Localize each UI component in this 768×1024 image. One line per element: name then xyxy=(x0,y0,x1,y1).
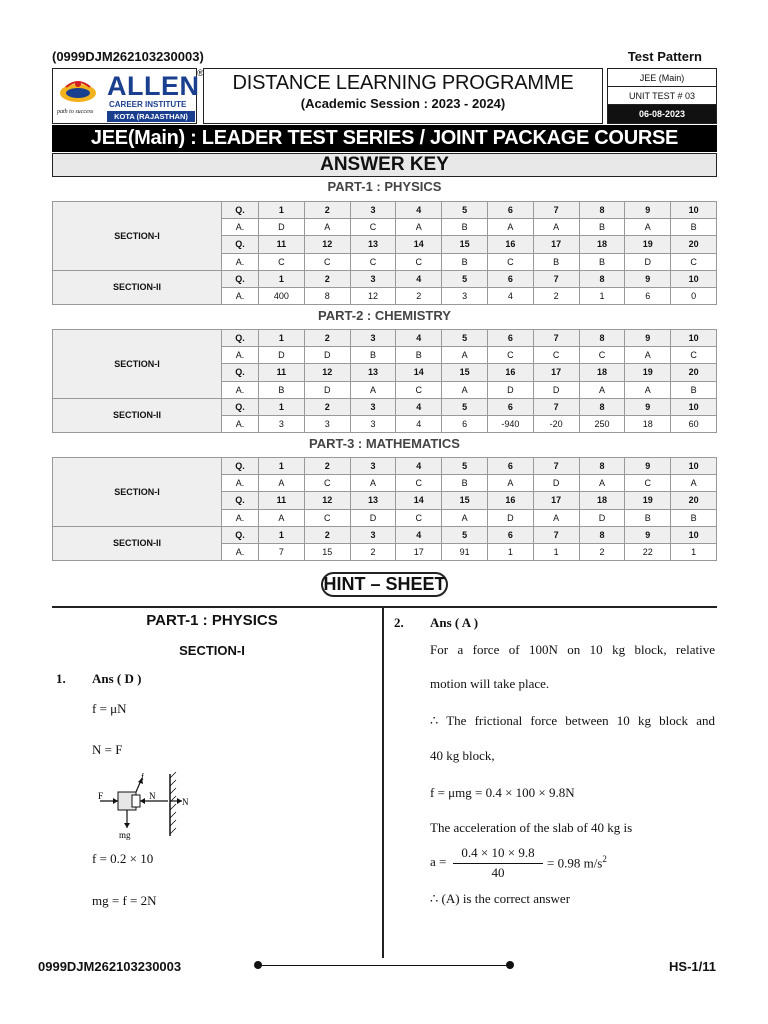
question-number-cell: 17 xyxy=(533,236,579,253)
answer-cell: 3 xyxy=(350,415,396,432)
answer-cell: 6 xyxy=(625,287,671,304)
answer-cell: A xyxy=(350,381,396,398)
q2-number: 2. xyxy=(394,615,404,630)
q2-line-7: ∴ (A) is the correct answer xyxy=(430,891,571,906)
answer-cell: C xyxy=(350,219,396,236)
answer-cell: B xyxy=(533,253,579,270)
answer-cell: C xyxy=(487,347,533,364)
answer-cell: A xyxy=(625,347,671,364)
question-number-cell: 6 xyxy=(487,458,533,475)
a-label: A. xyxy=(222,347,259,364)
answer-cell: A xyxy=(304,219,350,236)
question-number-cell: 12 xyxy=(304,236,350,253)
question-number-cell: 7 xyxy=(533,270,579,287)
q2-line-3: ∴ The frictional force between 10 kg block and xyxy=(430,713,715,728)
answer-cell: 1 xyxy=(487,543,533,560)
q-label: Q. xyxy=(222,330,259,347)
answer-cell: B xyxy=(442,253,488,270)
answer-table xyxy=(52,457,717,561)
question-number-cell: 9 xyxy=(625,526,671,543)
answer-cell: C xyxy=(396,253,442,270)
q2-line-4: 40 kg block, xyxy=(430,748,495,763)
answer-cell: D xyxy=(304,347,350,364)
question-number-cell: 15 xyxy=(442,364,488,381)
answer-cell: C xyxy=(579,347,625,364)
question-number-cell: 5 xyxy=(442,270,488,287)
answer-cell: C xyxy=(487,253,533,270)
question-number-cell: 14 xyxy=(396,492,442,509)
answer-cell: A xyxy=(350,475,396,492)
answer-cell: B xyxy=(579,253,625,270)
answer-cell: 3 xyxy=(259,415,305,432)
question-number-cell: 9 xyxy=(625,330,671,347)
question-number-cell: 9 xyxy=(625,458,671,475)
section-label: SECTION-I xyxy=(53,458,222,527)
logo-name: ALLEN xyxy=(107,71,200,101)
answer-cell: B xyxy=(671,219,717,236)
answer-cell: D xyxy=(579,509,625,526)
question-row xyxy=(53,398,717,415)
answer-cell: A xyxy=(259,509,305,526)
fraction-bar xyxy=(453,863,543,864)
question-number-cell: 20 xyxy=(671,492,717,509)
question-number-cell: 10 xyxy=(671,458,717,475)
question-number-cell: 20 xyxy=(671,364,717,381)
q2-answer: Ans ( A ) xyxy=(430,615,479,630)
section-label: SECTION-II xyxy=(53,526,222,560)
question-number-cell: 3 xyxy=(350,202,396,219)
answer-cell: A xyxy=(625,219,671,236)
q2-eq-rhs-value: = 0.98 m/s xyxy=(547,855,603,871)
question-number-cell: 2 xyxy=(304,330,350,347)
question-number-cell: 1 xyxy=(259,526,305,543)
answer-cell: 1 xyxy=(533,543,579,560)
fbd-label-mg: mg xyxy=(119,830,131,840)
question-number-cell: 17 xyxy=(533,492,579,509)
test-date: 06-08-2023 xyxy=(608,105,716,123)
question-number-cell: 5 xyxy=(442,526,488,543)
answer-cell: A xyxy=(579,475,625,492)
answer-cell: A xyxy=(259,475,305,492)
question-number-cell: 13 xyxy=(350,492,396,509)
question-number-cell: 3 xyxy=(350,458,396,475)
answer-cell: 18 xyxy=(625,415,671,432)
answer-key-title: ANSWER KEY xyxy=(52,153,717,177)
q1-line-2: N = F xyxy=(92,742,123,757)
hint-sheet-badge: HINT – SHEET xyxy=(321,572,448,597)
q-label: Q. xyxy=(222,458,259,475)
test-pattern-label: Test Pattern xyxy=(627,49,702,64)
answer-cell: B xyxy=(442,219,488,236)
question-number-cell: 4 xyxy=(396,458,442,475)
question-number-cell: 14 xyxy=(396,236,442,253)
question-number-cell: 18 xyxy=(579,492,625,509)
part-title: PART-3 : MATHEMATICS xyxy=(309,436,460,451)
answer-cell: A xyxy=(625,381,671,398)
section-label: SECTION-II xyxy=(53,398,222,432)
question-number-cell: 10 xyxy=(671,330,717,347)
a-label: A. xyxy=(222,253,259,270)
question-number-cell: 3 xyxy=(350,398,396,415)
allen-logo xyxy=(52,68,204,124)
question-number-cell: 9 xyxy=(625,270,671,287)
question-number-cell: 15 xyxy=(442,236,488,253)
question-row xyxy=(53,270,717,287)
divider xyxy=(52,606,717,608)
q2-fraction-numerator: 0.4 × 10 × 9.8 xyxy=(461,845,535,860)
a-label: A. xyxy=(222,219,259,236)
answer-cell: 15 xyxy=(304,543,350,560)
answer-cell: C xyxy=(625,475,671,492)
q2-line-6: The acceleration of the slab of 40 kg is xyxy=(430,820,633,835)
q2-fraction-denominator: 40 xyxy=(491,865,505,880)
section-label: SECTION-I xyxy=(53,330,222,399)
question-number-cell: 3 xyxy=(350,330,396,347)
answer-cell: 3 xyxy=(442,287,488,304)
title-box xyxy=(203,68,603,124)
q-label: Q. xyxy=(222,270,259,287)
question-number-cell: 3 xyxy=(350,526,396,543)
q2-eq-lhs: a = xyxy=(430,854,447,869)
question-number-cell: 10 xyxy=(671,526,717,543)
answer-cell: 400 xyxy=(259,287,305,304)
question-number-cell: 1 xyxy=(259,330,305,347)
answer-cell: 12 xyxy=(350,287,396,304)
q1-line-4: mg = f = 2N xyxy=(92,893,157,908)
answer-cell: A xyxy=(579,381,625,398)
question-number-cell: 4 xyxy=(396,330,442,347)
question-number-cell: 19 xyxy=(625,364,671,381)
q-label: Q. xyxy=(222,236,259,253)
question-number-cell: 1 xyxy=(259,202,305,219)
answer-cell: D xyxy=(487,509,533,526)
answer-cell: D xyxy=(259,219,305,236)
question-row xyxy=(53,458,717,475)
q1-answer: Ans ( D ) xyxy=(92,671,142,686)
answer-cell: A xyxy=(396,219,442,236)
answer-cell: B xyxy=(579,219,625,236)
question-number-cell: 8 xyxy=(579,526,625,543)
q1-line-1: f = μN xyxy=(92,701,127,716)
answer-cell: 8 xyxy=(304,287,350,304)
answer-cell: C xyxy=(671,347,717,364)
answer-cell: 2 xyxy=(579,543,625,560)
answer-cell: C xyxy=(350,253,396,270)
question-number-cell: 4 xyxy=(396,270,442,287)
question-number-cell: 5 xyxy=(442,458,488,475)
q-label: Q. xyxy=(222,398,259,415)
footer-code: 0999DJM262103230003 xyxy=(38,959,182,974)
fbd-label-F: F xyxy=(98,791,104,801)
answer-cell: 6 xyxy=(442,415,488,432)
fbd-label-N-wall: N xyxy=(182,797,189,807)
answer-cell: 2 xyxy=(533,287,579,304)
question-number-cell: 14 xyxy=(396,364,442,381)
emblem-icon xyxy=(56,77,100,105)
answer-cell: 2 xyxy=(350,543,396,560)
answer-cell: 1 xyxy=(579,287,625,304)
a-label: A. xyxy=(222,509,259,526)
solution-section-title: SECTION-I xyxy=(179,643,245,658)
question-row xyxy=(53,526,717,543)
question-number-cell: 18 xyxy=(579,364,625,381)
question-number-cell: 12 xyxy=(304,364,350,381)
part-title: PART-1 : PHYSICS xyxy=(327,179,442,194)
answer-cell: B xyxy=(259,381,305,398)
question-row xyxy=(53,202,717,219)
answer-cell: C xyxy=(304,509,350,526)
question-number-cell: 4 xyxy=(396,202,442,219)
question-row xyxy=(53,330,717,347)
section-label: SECTION-II xyxy=(53,270,222,304)
question-number-cell: 7 xyxy=(533,330,579,347)
section-label: SECTION-I xyxy=(53,202,222,271)
answer-cell: B xyxy=(671,381,717,398)
question-number-cell: 8 xyxy=(579,202,625,219)
answer-cell: 22 xyxy=(625,543,671,560)
question-number-cell: 2 xyxy=(304,526,350,543)
answer-cell: A xyxy=(487,475,533,492)
a-label: A. xyxy=(222,543,259,560)
q1-line-3: f = 0.2 × 10 xyxy=(92,851,154,866)
question-number-cell: 13 xyxy=(350,364,396,381)
q2-eq-exponent: 2 xyxy=(602,854,607,864)
answer-cell: C xyxy=(396,475,442,492)
exam-name: JEE (Main) xyxy=(608,69,716,87)
question-number-cell: 4 xyxy=(396,526,442,543)
question-number-cell: 20 xyxy=(671,236,717,253)
answer-cell: 17 xyxy=(396,543,442,560)
answer-cell: 0 xyxy=(671,287,717,304)
question-number-cell: 16 xyxy=(487,364,533,381)
question-number-cell: 7 xyxy=(533,398,579,415)
answer-cell: 4 xyxy=(487,287,533,304)
question-number-cell: 6 xyxy=(487,202,533,219)
answer-cell: 3 xyxy=(304,415,350,432)
footer-line xyxy=(258,965,510,966)
answer-cell: D xyxy=(350,509,396,526)
question-number-cell: 2 xyxy=(304,398,350,415)
question-number-cell: 7 xyxy=(533,526,579,543)
test-info-box xyxy=(607,68,717,124)
question-number-cell: 5 xyxy=(442,330,488,347)
q-label: Q. xyxy=(222,526,259,543)
question-number-cell: 5 xyxy=(442,398,488,415)
answer-table xyxy=(52,201,717,305)
question-number-cell: 2 xyxy=(304,270,350,287)
logo-location: KOTA (RAJASTHAN) xyxy=(107,111,195,122)
a-label: A. xyxy=(222,287,259,304)
answer-cell: -20 xyxy=(533,415,579,432)
academic-session: (Academic Session : 2023 - 2024) xyxy=(300,96,506,111)
question-number-cell: 10 xyxy=(671,202,717,219)
fbd-label-N: N xyxy=(149,791,156,801)
q2-line-1: For a force of 100N on 10 kg block, relative xyxy=(430,642,715,657)
question-number-cell: 1 xyxy=(259,398,305,415)
q2-eq-rhs xyxy=(547,854,607,871)
question-number-cell: 4 xyxy=(396,398,442,415)
answer-cell: 60 xyxy=(671,415,717,432)
document-code: (0999DJM262103230003) xyxy=(52,49,204,64)
question-number-cell: 5 xyxy=(442,202,488,219)
logo-tagline: path to success xyxy=(57,109,94,115)
question-number-cell: 16 xyxy=(487,492,533,509)
question-number-cell: 7 xyxy=(533,202,579,219)
series-title: JEE(Main) : LEADER TEST SERIES / JOINT PACKAGE COURSE xyxy=(52,125,717,152)
fbd-label-f: f xyxy=(141,772,144,782)
answer-cell: D xyxy=(533,381,579,398)
answer-cell: 4 xyxy=(396,415,442,432)
answer-cell: A xyxy=(533,509,579,526)
question-number-cell: 13 xyxy=(350,236,396,253)
q2-line-5: f = μmg = 0.4 × 100 × 9.8N xyxy=(430,785,575,800)
question-number-cell: 11 xyxy=(259,364,305,381)
question-number-cell: 6 xyxy=(487,330,533,347)
answer-table xyxy=(52,329,717,433)
answer-cell: A xyxy=(533,219,579,236)
question-number-cell: 16 xyxy=(487,236,533,253)
answer-cell: C xyxy=(533,347,579,364)
answer-cell: B xyxy=(671,509,717,526)
answer-cell: 91 xyxy=(442,543,488,560)
question-number-cell: 6 xyxy=(487,398,533,415)
question-number-cell: 8 xyxy=(579,458,625,475)
question-number-cell: 8 xyxy=(579,398,625,415)
question-number-cell: 7 xyxy=(533,458,579,475)
question-number-cell: 1 xyxy=(259,270,305,287)
question-number-cell: 19 xyxy=(625,492,671,509)
answer-cell: C xyxy=(396,381,442,398)
answer-cell: B xyxy=(396,347,442,364)
q-label: Q. xyxy=(222,202,259,219)
answer-cell: C xyxy=(259,253,305,270)
answer-cell: A xyxy=(442,509,488,526)
question-number-cell: 9 xyxy=(625,398,671,415)
q-label: Q. xyxy=(222,364,259,381)
answer-cell: -940 xyxy=(487,415,533,432)
a-label: A. xyxy=(222,415,259,432)
question-number-cell: 8 xyxy=(579,270,625,287)
answer-cell: A xyxy=(442,347,488,364)
registered-mark: ® xyxy=(197,68,204,78)
part-title: PART-2 : CHEMISTRY xyxy=(318,308,451,323)
a-label: A. xyxy=(222,381,259,398)
page-number: HS-1/11 xyxy=(669,959,716,974)
question-number-cell: 17 xyxy=(533,364,579,381)
unit-test-number: UNIT TEST # 03 xyxy=(608,87,716,105)
question-number-cell: 2 xyxy=(304,202,350,219)
answer-cell: C xyxy=(304,253,350,270)
answer-cell: D xyxy=(304,381,350,398)
question-number-cell: 10 xyxy=(671,270,717,287)
q2-fraction xyxy=(453,845,543,885)
answer-cell: D xyxy=(487,381,533,398)
answer-cell: B xyxy=(442,475,488,492)
question-number-cell: 12 xyxy=(304,492,350,509)
question-number-cell: 18 xyxy=(579,236,625,253)
question-number-cell: 15 xyxy=(442,492,488,509)
question-number-cell: 6 xyxy=(487,526,533,543)
question-number-cell: 19 xyxy=(625,236,671,253)
question-number-cell: 6 xyxy=(487,270,533,287)
answer-cell: 2 xyxy=(396,287,442,304)
a-label: A. xyxy=(222,475,259,492)
programme-title: DISTANCE LEARNING PROGRAMME xyxy=(232,72,574,94)
answer-cell: 1 xyxy=(671,543,717,560)
footer-dot-right xyxy=(506,961,514,969)
answer-cell: D xyxy=(625,253,671,270)
q-label: Q. xyxy=(222,492,259,509)
question-number-cell: 3 xyxy=(350,270,396,287)
free-body-diagram xyxy=(92,770,192,842)
column-divider xyxy=(382,606,384,958)
header xyxy=(52,68,717,124)
question-number-cell: 2 xyxy=(304,458,350,475)
question-number-cell: 11 xyxy=(259,236,305,253)
answer-cell: A xyxy=(671,475,717,492)
question-number-cell: 10 xyxy=(671,398,717,415)
answer-cell: 7 xyxy=(259,543,305,560)
answer-cell: C xyxy=(396,509,442,526)
answer-cell: B xyxy=(350,347,396,364)
question-number-cell: 9 xyxy=(625,202,671,219)
logo-subtitle: CAREER INSTITUTE xyxy=(109,100,187,109)
q2-line-2: motion will take place. xyxy=(430,676,550,691)
answer-cell: C xyxy=(671,253,717,270)
answer-cell: A xyxy=(442,381,488,398)
answer-cell: 250 xyxy=(579,415,625,432)
q1-number: 1. xyxy=(56,671,66,686)
answer-cell: D xyxy=(259,347,305,364)
question-number-cell: 11 xyxy=(259,492,305,509)
answer-cell: D xyxy=(533,475,579,492)
question-number-cell: 1 xyxy=(259,458,305,475)
solution-part-title: PART-1 : PHYSICS xyxy=(146,612,278,629)
question-number-cell: 8 xyxy=(579,330,625,347)
answer-cell: C xyxy=(304,475,350,492)
answer-cell: B xyxy=(625,509,671,526)
answer-cell: A xyxy=(487,219,533,236)
